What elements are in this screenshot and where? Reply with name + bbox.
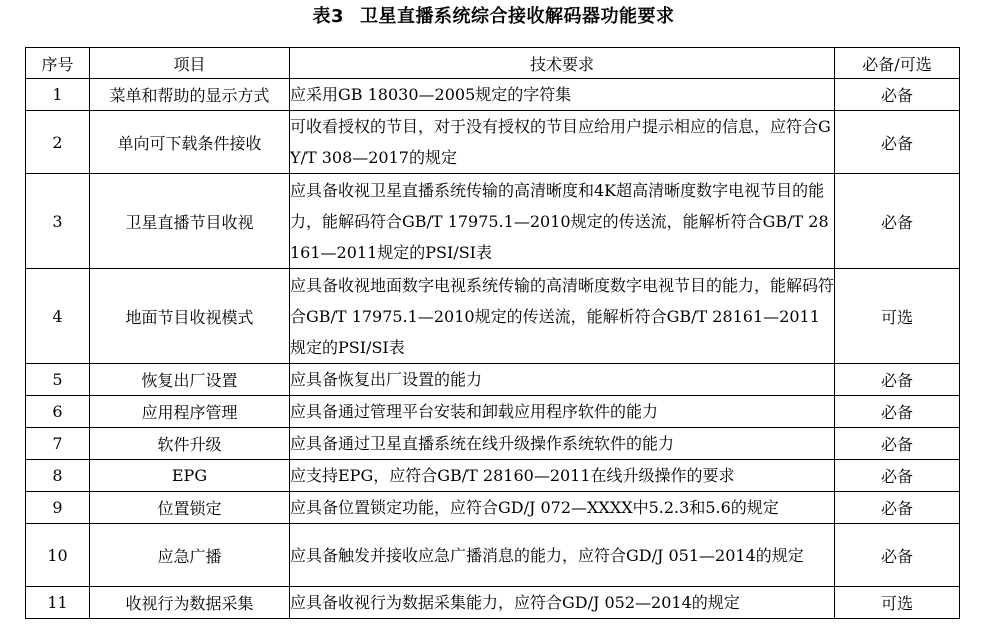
cell-status: 必备 <box>835 460 960 492</box>
table-row <box>26 111 960 174</box>
cell-requirement: 应具备恢复出厂设置的能力 <box>290 364 835 396</box>
cell-requirement: 可收看授权的节目，对于没有授权的节目应给用户提示相应的信息，应符合GY/T 308—2017的规定 <box>290 111 835 174</box>
cell-item: 位置锁定 <box>90 492 290 524</box>
table-row <box>26 174 960 269</box>
cell-item: 软件升级 <box>90 428 290 460</box>
table-row <box>26 460 960 492</box>
cell-no: 2 <box>26 111 90 174</box>
cell-no: 10 <box>26 524 90 587</box>
header-requirement: 技术要求 <box>290 48 835 79</box>
cell-requirement: 应具备收视行为数据采集能力，应符合GD/J 052—2014的规定 <box>290 587 835 619</box>
cell-status: 必备 <box>835 111 960 174</box>
requirements-table <box>25 47 960 619</box>
cell-requirement: 应具备收视地面数字电视系统传输的高清晰度数字电视节目的能力，能解码符合GB/T 17975.1—2010规定的传送流，能解析符合GB/T 28161—2011规定的PSI/SI表 <box>290 269 835 364</box>
cell-status: 可选 <box>835 269 960 364</box>
table-row <box>26 428 960 460</box>
cell-no: 4 <box>26 269 90 364</box>
cell-no: 6 <box>26 396 90 428</box>
cell-no: 3 <box>26 174 90 269</box>
cell-no: 8 <box>26 460 90 492</box>
table-row <box>26 79 960 111</box>
cell-requirement: 应采用GB 18030—2005规定的字符集 <box>290 79 835 111</box>
table-header-row <box>26 48 960 79</box>
cell-requirement: 应具备触发并接收应急广播消息的能力，应符合GD/J 051—2014的规定 <box>290 524 835 587</box>
header-no: 序号 <box>26 48 90 79</box>
cell-status: 必备 <box>835 396 960 428</box>
table-row <box>26 524 960 587</box>
header-status: 必备/可选 <box>835 48 960 79</box>
cell-requirement: 应具备位置锁定功能，应符合GD/J 072—XXXX中5.2.3和5.6的规定 <box>290 492 835 524</box>
table-title: 卫星直播系统综合接收解码器功能要求 <box>360 6 675 27</box>
table-caption <box>0 2 987 32</box>
table-row <box>26 587 960 619</box>
cell-status: 必备 <box>835 492 960 524</box>
cell-no: 1 <box>26 79 90 111</box>
table-number: 表3 <box>312 6 345 27</box>
cell-item: 应急广播 <box>90 524 290 587</box>
cell-status: 可选 <box>835 587 960 619</box>
table-row <box>26 396 960 428</box>
cell-no: 11 <box>26 587 90 619</box>
table-row <box>26 492 960 524</box>
cell-item: 菜单和帮助的显示方式 <box>90 79 290 111</box>
cell-no: 7 <box>26 428 90 460</box>
cell-requirement: 应具备通过管理平台安装和卸载应用程序软件的能力 <box>290 396 835 428</box>
cell-item: 恢复出厂设置 <box>90 364 290 396</box>
cell-item: 卫星直播节目收视 <box>90 174 290 269</box>
cell-item: 地面节目收视模式 <box>90 269 290 364</box>
cell-requirement: 应具备收视卫星直播系统传输的高清晰度和4K超高清晰度数字电视节目的能力，能解码符合GB/T 17975.1—2010规定的传送流，能解析符合GB/T 28161—2011规定的PSI/SI表 <box>290 174 835 269</box>
cell-status: 必备 <box>835 79 960 111</box>
table-row <box>26 364 960 396</box>
cell-item: 单向可下载条件接收 <box>90 111 290 174</box>
table-row <box>26 269 960 364</box>
cell-item: EPG <box>90 460 290 492</box>
cell-requirement: 应具备通过卫星直播系统在线升级操作系统软件的能力 <box>290 428 835 460</box>
cell-requirement: 应支持EPG，应符合GB/T 28160—2011在线升级操作的要求 <box>290 460 835 492</box>
cell-status: 必备 <box>835 428 960 460</box>
cell-no: 9 <box>26 492 90 524</box>
header-item: 项目 <box>90 48 290 79</box>
cell-no: 5 <box>26 364 90 396</box>
cell-status: 必备 <box>835 174 960 269</box>
cell-status: 必备 <box>835 524 960 587</box>
cell-item: 收视行为数据采集 <box>90 587 290 619</box>
cell-status: 必备 <box>835 364 960 396</box>
cell-item: 应用程序管理 <box>90 396 290 428</box>
